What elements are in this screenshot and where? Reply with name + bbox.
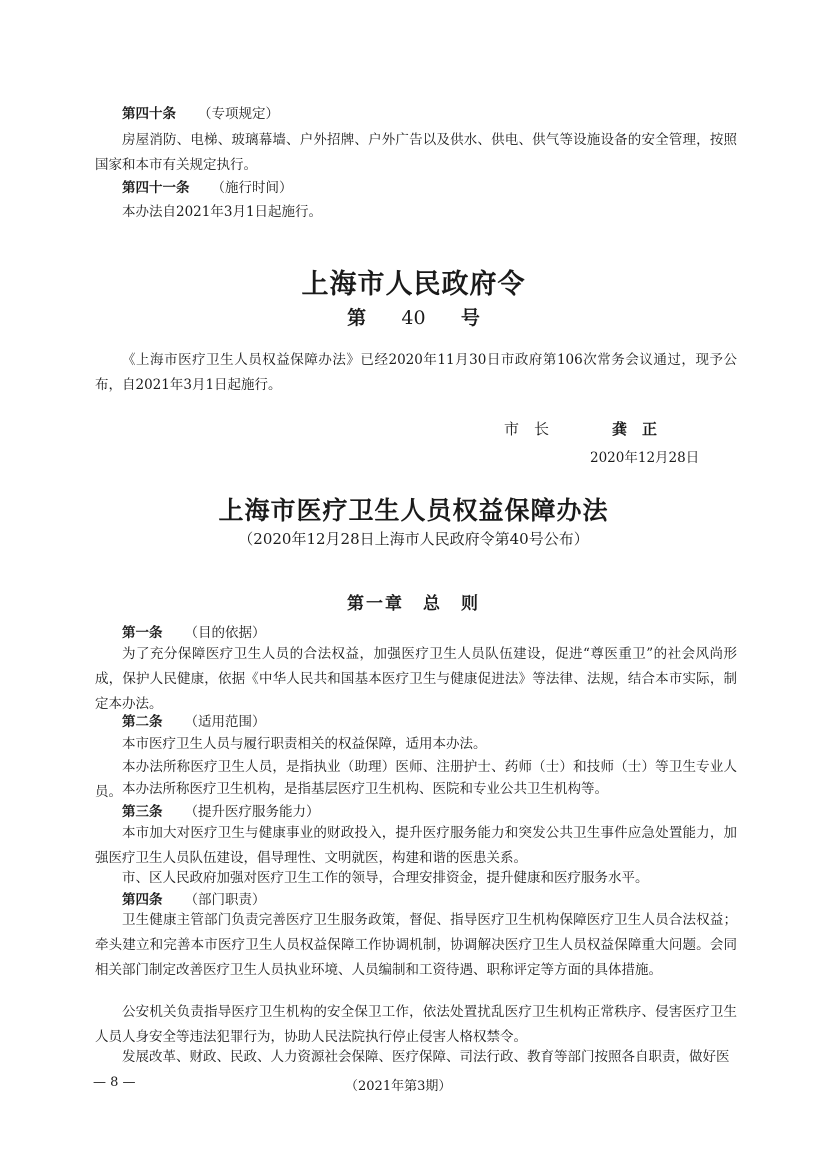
order-number-value: 40 (401, 307, 426, 329)
article-2-para-2: 本办法所称医疗卫生人员，是指执业（助理）医师、注册护士、药师（士）和技师（士）等卫生专业人员。 (95, 759, 737, 800)
article-topic: （施行时间） (211, 180, 293, 196)
order-text: 《上海市医疗卫生人员权益保障办法》已经2020年11月30日市政府第106次常务会议通过，现予公布，自2021年3月1日起施行。 (95, 352, 737, 393)
order-number (0, 303, 827, 330)
order-number-prefix: 第 (347, 307, 367, 329)
article-1-text: 为了充分保障医疗卫生人员的合法权益，加强医疗卫生人员队伍建设，促进“尊医重卫”的社会风尚形成，保护人民健康，依据《中华人民共和国基本医疗卫生与健康促进法》等法律、法规，结合本市实际，制定本办法。 (95, 646, 737, 712)
article-topic: （提升医疗服务能力） (184, 804, 320, 820)
article-label: 第一条 (122, 625, 163, 641)
article-topic: （专项规定） (198, 106, 279, 122)
issue-label: （2021年第3期） (345, 1079, 452, 1094)
article-4-para-3: 发展改革、财政、民政、人力资源社会保障、医疗保障、司法行政、教育等部门按照各自职责，做好医 (122, 1049, 730, 1065)
article-label: 第二条 (122, 714, 163, 730)
article-3-para-1: 本市加大对医疗卫生与健康事业的财政投入，提升医疗服务能力和突发公共卫生事件应急处置能力，加强医疗卫生人员队伍建设，倡导理性、文明就医，构建和谐的医患关系。 (95, 825, 737, 866)
article-2-para-1: 本市医疗卫生人员与履行职责相关的权益保障，适用本办法。 (122, 736, 487, 752)
article-label: 第四十条 (122, 106, 176, 122)
article-label: 第四十一条 (122, 180, 190, 196)
regulation-title: 上海市医疗卫生人员权益保障办法 (218, 496, 609, 525)
article-topic: （目的依据） (184, 625, 266, 641)
article-3-para-2: 市、区人民政府加强对医疗卫生工作的领导，合理安排资金，提升健康和医疗服务水平。 (122, 870, 649, 886)
article-4-para-1: 卫生健康主管部门负责完善医疗卫生服务政策，督促、指导医疗卫生机构保障医疗卫生人员合法权益；牵头建立和完善本市医疗卫生人员权益保障工作协调机制，协调解决医疗卫生人员权益保障重大问题。会同相关部门制定改善医疗卫生人员执业环境、人员编制和工资待遇、职称评定等方面的具体措施。 (95, 912, 737, 978)
order-title: 上海市人民政府令 (301, 269, 526, 300)
article-label: 第三条 (122, 804, 163, 820)
regulation-subtitle: （2020年12月28日上海市人民政府令第40号公布） (238, 530, 589, 548)
article-2-para-3: 本办法所称医疗卫生机构，是指基层医疗卫生机构、医院和专业公共卫生机构等。 (122, 781, 608, 797)
chapter-heading: 第一章 总 则 (347, 594, 480, 614)
article-4-para-2: 公安机关负责指导医疗卫生机构的安全保卫工作，依法处置扰乱医疗卫生机构正常秩序、侵害医疗卫生人员人身安全等违法犯罪行为，协助人民法院执行停止侵害人格权禁令。 (95, 1004, 737, 1045)
article-40-heading (95, 102, 737, 127)
article-topic: （适用范围） (184, 714, 266, 730)
order-number-suffix: 号 (460, 307, 480, 329)
signer-title: 市 长 (504, 420, 550, 438)
signer-name: 龚 正 (612, 420, 658, 438)
order-date: 2020年12月28日 (590, 450, 700, 466)
article-40-text: 房屋消防、电梯、玻璃幕墙、户外招牌、户外广告以及供水、供电、供气等设施设备的安全管理，按照国家和本市有关规定执行。 (95, 132, 737, 173)
page-number: — 8 — (93, 1075, 136, 1090)
article-41-text: 本办法自2021年3月1日起施行。 (122, 204, 323, 220)
article-topic: （部门职责） (184, 892, 266, 908)
article-41-heading (95, 176, 737, 201)
article-label: 第四条 (122, 892, 163, 908)
